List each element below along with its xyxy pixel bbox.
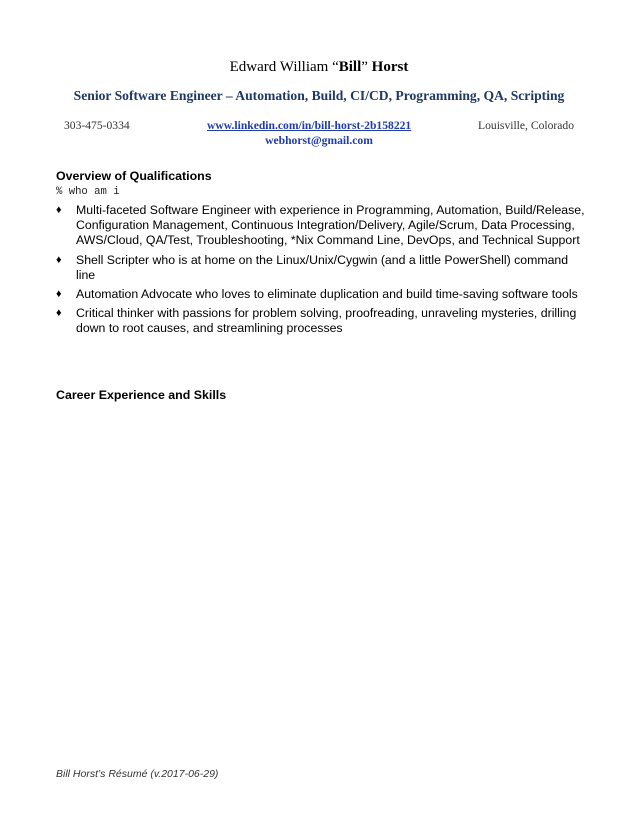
- contact-location: Louisville, Colorado: [478, 119, 574, 132]
- contact-line: [64, 119, 574, 133]
- list-item: [56, 306, 586, 336]
- contact-phone: 303-475-0334: [64, 119, 130, 132]
- name-first: Edward William “: [229, 59, 339, 75]
- qualifications-list: [56, 203, 586, 341]
- name-last: Horst: [371, 59, 409, 75]
- email-link[interactable]: webhorst@gmail.com: [265, 134, 373, 147]
- resume-title: Senior Software Engineer – Automation, Build, CI/CD, Programming, QA, Scripting: [73, 88, 565, 103]
- diamond-bullet-icon: ♦: [56, 288, 62, 301]
- whoami-command: % who am i: [56, 186, 120, 198]
- list-item-text: Automation Advocate who loves to eliminate duplication and build time-saving software tools: [76, 287, 578, 302]
- list-item: [56, 287, 586, 302]
- diamond-bullet-icon: ♦: [56, 253, 62, 266]
- name-nickname-close: ”: [361, 59, 372, 75]
- list-item: [56, 203, 586, 249]
- career-heading: Career Experience and Skills: [56, 388, 227, 402]
- list-item: [56, 253, 586, 283]
- list-item-text: Critical thinker with passions for problem solving, proofreading, unraveling mysteries, drilling down to root causes, and streamlining processes: [76, 306, 577, 336]
- overview-heading: Overview of Qualifications: [56, 169, 212, 183]
- resume-name: [0, 58, 638, 76]
- diamond-bullet-icon: ♦: [56, 204, 62, 216]
- list-item-text: Multi-faceted Software Engineer with experience in Programming, Automation, Build/Release, Configuration Management, Continuous Integration/Delivery, Agile/Scrum, Data Processing, AWS/Cloud, QA/Test, Troubleshooting, *Nix Command Line, DevOps, and Technical Support: [76, 203, 585, 248]
- list-item-text: Shell Scripter who is at home on the Linux/Unix/Cygwin (and a little PowerShell) command line: [76, 252, 569, 282]
- linkedin-link[interactable]: www.linkedin.com/in/bill-horst-2b158221: [207, 119, 412, 132]
- page-footer: Bill Horst’s Résumé (v.2017-06-29): [56, 768, 219, 780]
- name-nickname: Bill: [338, 59, 362, 75]
- diamond-bullet-icon: ♦: [56, 307, 62, 320]
